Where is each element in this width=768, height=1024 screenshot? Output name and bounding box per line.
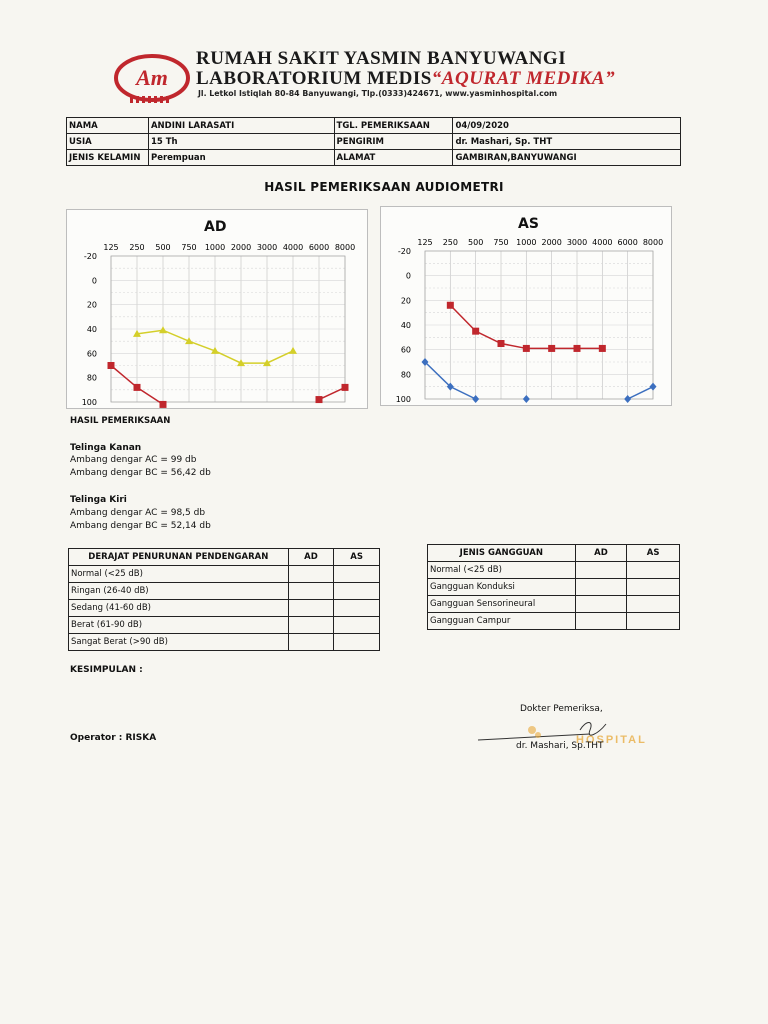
- x-tick-label: 4000: [592, 238, 613, 247]
- audiogram-left-ear: [380, 206, 672, 406]
- y-tick-label: 20: [86, 300, 97, 310]
- hearing-loss-degree-table: [68, 548, 380, 651]
- x-tick-label: 125: [417, 238, 433, 247]
- as-cell: [334, 617, 380, 634]
- header-cell: AS: [627, 545, 680, 562]
- ad-cell: [288, 583, 334, 600]
- x-tick-label: 250: [442, 238, 458, 247]
- header-cell: AD: [575, 545, 627, 562]
- table-row: [428, 613, 680, 630]
- as-cell: [334, 634, 380, 651]
- data-point-square: [134, 384, 141, 391]
- stamp-text: HOSPITAL: [576, 734, 647, 746]
- left-ear-ac: Ambang dengar AC = 98,5 db: [70, 508, 206, 518]
- hospital-address: Jl. Letkol Istiqlah 80-84 Banyuwangi, Tlp.(0333)424671, www.yasminhospital.com: [198, 89, 558, 98]
- label-cell: ALAMAT: [334, 150, 453, 166]
- x-tick-label: 6000: [308, 243, 330, 252]
- header-cell: DERAJAT PENURUNAN PENDENGARAN: [69, 549, 289, 566]
- y-tick-label: 0: [91, 276, 97, 286]
- y-tick-label: 100: [81, 398, 97, 407]
- series-line: [319, 387, 345, 399]
- y-tick-label: 100: [395, 395, 411, 404]
- y-tick-label: 80: [86, 373, 97, 383]
- as-cell: [334, 600, 380, 617]
- as-cell: [334, 583, 380, 600]
- ad-cell: [575, 562, 627, 579]
- table-row: [428, 562, 680, 579]
- label-cell: PENGIRIM: [334, 134, 453, 150]
- table-row: [69, 617, 380, 634]
- report-title: HASIL PEMERIKSAAN AUDIOMETRI: [264, 180, 504, 194]
- data-point-diamond: [624, 395, 631, 403]
- data-point-square: [316, 396, 323, 403]
- row-label: Normal (<25 dB): [428, 562, 576, 579]
- x-tick-label: 500: [468, 238, 484, 247]
- label-cell: JENIS KELAMIN: [67, 150, 149, 166]
- as-cell: [627, 596, 680, 613]
- ad-cell: [575, 596, 627, 613]
- right-ear-label: Telinga Kanan: [70, 443, 142, 453]
- lab-name-prefix: LABORATORIUM MEDIS: [196, 68, 432, 89]
- y-tick-label: 60: [86, 349, 97, 359]
- results-heading: HASIL PEMERIKSAAN: [70, 416, 171, 426]
- y-tick-label: 0: [405, 271, 411, 281]
- as-cell: [627, 613, 680, 630]
- row-label: Normal (<25 dB): [69, 566, 289, 583]
- x-tick-label: 1000: [204, 243, 226, 252]
- y-tick-label: 60: [400, 345, 411, 355]
- data-point-square: [447, 302, 454, 309]
- x-tick-label: 1000: [516, 238, 537, 247]
- logo-text: Am: [136, 65, 168, 90]
- as-cell: [627, 562, 680, 579]
- value-cell: Perempuan: [148, 150, 334, 166]
- header-cell: AD: [288, 549, 334, 566]
- y-tick-label: 80: [400, 370, 411, 380]
- chart-title: AS: [518, 216, 539, 232]
- y-tick-label: -20: [397, 247, 411, 256]
- table-row: [69, 600, 380, 617]
- label-cell: TGL. PEMERIKSAAN: [334, 118, 453, 134]
- audiogram-right-ear: [66, 209, 368, 409]
- row-label: Gangguan Konduksi: [428, 579, 576, 596]
- data-point-triangle: [289, 347, 297, 354]
- row-label: Sedang (41-60 dB): [69, 600, 289, 617]
- x-tick-label: 250: [129, 243, 145, 252]
- ad-cell: [288, 600, 334, 617]
- table-row: [69, 634, 380, 651]
- examiner-name: dr. Mashari, Sp.THT: [516, 741, 604, 751]
- as-cell: [627, 579, 680, 596]
- row-label: Berat (61-90 dB): [69, 617, 289, 634]
- examiner-title: Dokter Pemeriksa,: [520, 704, 603, 714]
- lab-name: [196, 68, 615, 90]
- value-cell: GAMBIRAN,BANYUWANGI: [453, 150, 681, 166]
- y-tick-label: 40: [86, 325, 97, 334]
- label-cell: NAMA: [67, 118, 149, 134]
- data-point-square: [472, 328, 479, 335]
- patient-row: [67, 150, 681, 166]
- x-tick-label: 2000: [230, 243, 252, 252]
- x-tick-label: 8000: [642, 238, 664, 247]
- lab-brand: “AQURAT MEDIKA”: [431, 68, 616, 89]
- ad-cell: [288, 566, 334, 583]
- data-point-diamond: [523, 395, 530, 403]
- right-ear-ac: Ambang dengar AC = 99 db: [70, 455, 197, 465]
- value-cell: 04/09/2020: [453, 118, 681, 134]
- data-point-square: [523, 345, 530, 352]
- patient-info-table: [66, 117, 681, 166]
- ad-cell: [288, 617, 334, 634]
- data-point-square: [599, 345, 606, 352]
- patient-row: [67, 118, 681, 134]
- data-point-square: [574, 345, 581, 352]
- x-tick-label: 4000: [282, 243, 304, 252]
- data-point-square: [160, 401, 167, 408]
- right-ear-bc: Ambang dengar BC = 56,42 db: [70, 468, 211, 478]
- x-tick-label: 2000: [541, 238, 562, 247]
- row-label: Sangat Berat (>90 dB): [69, 634, 289, 651]
- table-row: [69, 583, 380, 600]
- series-line: [628, 387, 653, 399]
- data-point-diamond: [650, 383, 657, 391]
- table-row: [428, 579, 680, 596]
- as-cell: [334, 566, 380, 583]
- row-label: Gangguan Sensorineural: [428, 596, 576, 613]
- audiogram-plot: [381, 207, 671, 405]
- data-point-square: [108, 362, 115, 369]
- value-cell: dr. Mashari, Sp. THT: [453, 134, 681, 150]
- data-point-square: [498, 340, 505, 347]
- operator-label: Operator : RISKA: [70, 733, 157, 743]
- y-tick-label: -20: [83, 252, 97, 261]
- chart-title: AD: [204, 219, 227, 235]
- table-row: [69, 566, 380, 583]
- data-point-square: [548, 345, 555, 352]
- disorder-type-table: [427, 544, 680, 630]
- ad-cell: [575, 613, 627, 630]
- audiogram-plot: [67, 210, 367, 408]
- table-header-row: [69, 549, 380, 566]
- left-ear-bc: Ambang dengar BC = 52,14 db: [70, 521, 211, 531]
- hospital-name: RUMAH SAKIT YASMIN BANYUWANGI: [196, 48, 567, 69]
- x-tick-label: 3000: [566, 238, 588, 247]
- table-header-row: [428, 545, 680, 562]
- x-tick-label: 125: [103, 243, 119, 252]
- data-point-triangle: [159, 326, 167, 333]
- left-ear-label: Telinga Kiri: [70, 495, 127, 505]
- value-cell: 15 Th: [148, 134, 334, 150]
- y-tick-label: 20: [400, 296, 411, 306]
- header-cell: JENIS GANGGUAN: [428, 545, 576, 562]
- patient-row: [67, 134, 681, 150]
- data-point-square: [342, 384, 349, 391]
- x-tick-label: 8000: [334, 243, 356, 252]
- x-tick-label: 750: [493, 238, 509, 247]
- data-point-diamond: [472, 395, 479, 403]
- value-cell: ANDINI LARASATI: [148, 118, 334, 134]
- conclusion-label: KESIMPULAN :: [70, 665, 143, 675]
- header-cell: AS: [334, 549, 380, 566]
- x-tick-label: 750: [181, 243, 197, 252]
- row-label: Gangguan Campur: [428, 613, 576, 630]
- label-cell: USIA: [67, 134, 149, 150]
- y-tick-label: 40: [400, 321, 411, 330]
- table-row: [428, 596, 680, 613]
- x-tick-label: 6000: [617, 238, 638, 247]
- row-label: Ringan (26-40 dB): [69, 583, 289, 600]
- hospital-logo: [112, 52, 192, 108]
- ad-cell: [575, 579, 627, 596]
- x-tick-label: 500: [155, 243, 171, 252]
- x-tick-label: 3000: [256, 243, 278, 252]
- ad-cell: [288, 634, 334, 651]
